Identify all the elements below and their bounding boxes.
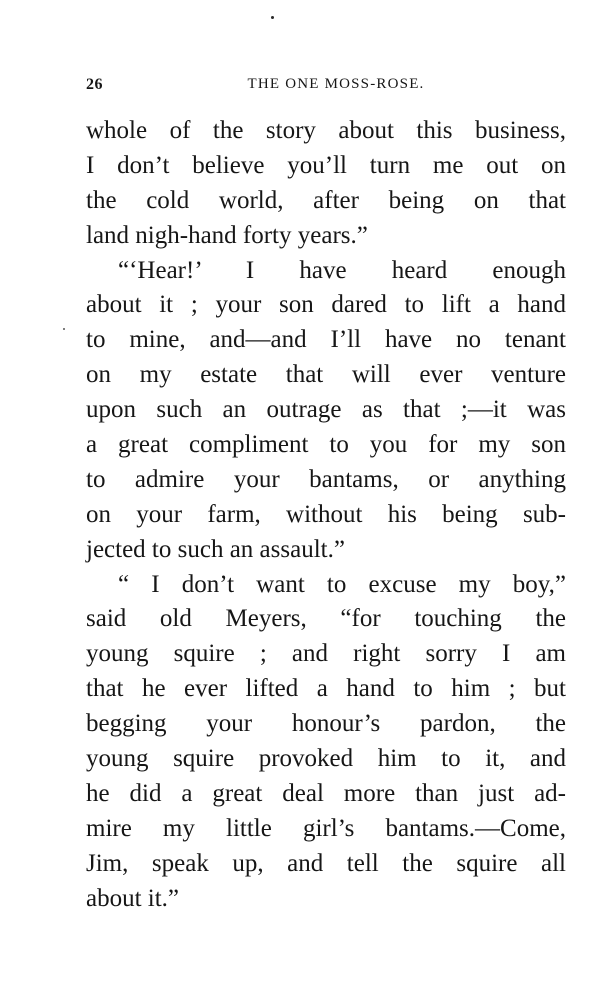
body-text (86, 114, 566, 916)
text-line: Jim, speak up, and tell the squire all (86, 849, 566, 877)
text-line: to admire your bantams, or anything (86, 465, 566, 493)
text-line: about it.” (86, 884, 180, 912)
text-line: on your farm, without his being sub- (86, 500, 566, 528)
text-line: begging your honour’s pardon, the (86, 710, 566, 738)
text-line: whole of the story about this business, (86, 117, 566, 144)
text-line: about it ; your son dared to lift a hand (86, 291, 566, 319)
text-line: he did a great deal more than just ad- (86, 779, 566, 807)
print-speck-margin (63, 328, 65, 330)
text-line: upon such an outrage as that ;—it was (86, 396, 566, 424)
text-line: the cold world, after being on that (86, 186, 566, 214)
text-line: “ I don’t want to excuse my boy,” (118, 570, 566, 598)
text-line: to mine, and—and I’ll have no tenant (86, 326, 566, 354)
text-line: mire my little girl’s bantams.—Come, (86, 814, 566, 842)
paragraph (86, 114, 566, 254)
page-header (86, 76, 566, 100)
text-line: “‘Hear!’ I have heard enough (118, 256, 566, 284)
page-number: 26 (86, 76, 103, 93)
text-line: said old Meyers, “for touching the (86, 605, 566, 633)
running-title: THE ONE MOSS-ROSE. (247, 76, 425, 92)
text-line: I don’t believe you’ll turn me out on (86, 151, 566, 179)
text-line: jected to such an assault.” (86, 535, 345, 563)
paragraph (86, 254, 566, 568)
text-line: young squire provoked him to it, and (86, 745, 566, 773)
text-line: a great compliment to you for my son (86, 431, 566, 459)
text-line: that he ever lifted a hand to him ; but (86, 675, 566, 703)
paragraph (86, 568, 566, 917)
print-speck (271, 16, 274, 19)
text-line: young squire ; and right sorry I am (86, 640, 566, 668)
text-line: land nigh-hand forty years.” (86, 221, 368, 249)
text-line: on my estate that will ever venture (86, 361, 566, 389)
